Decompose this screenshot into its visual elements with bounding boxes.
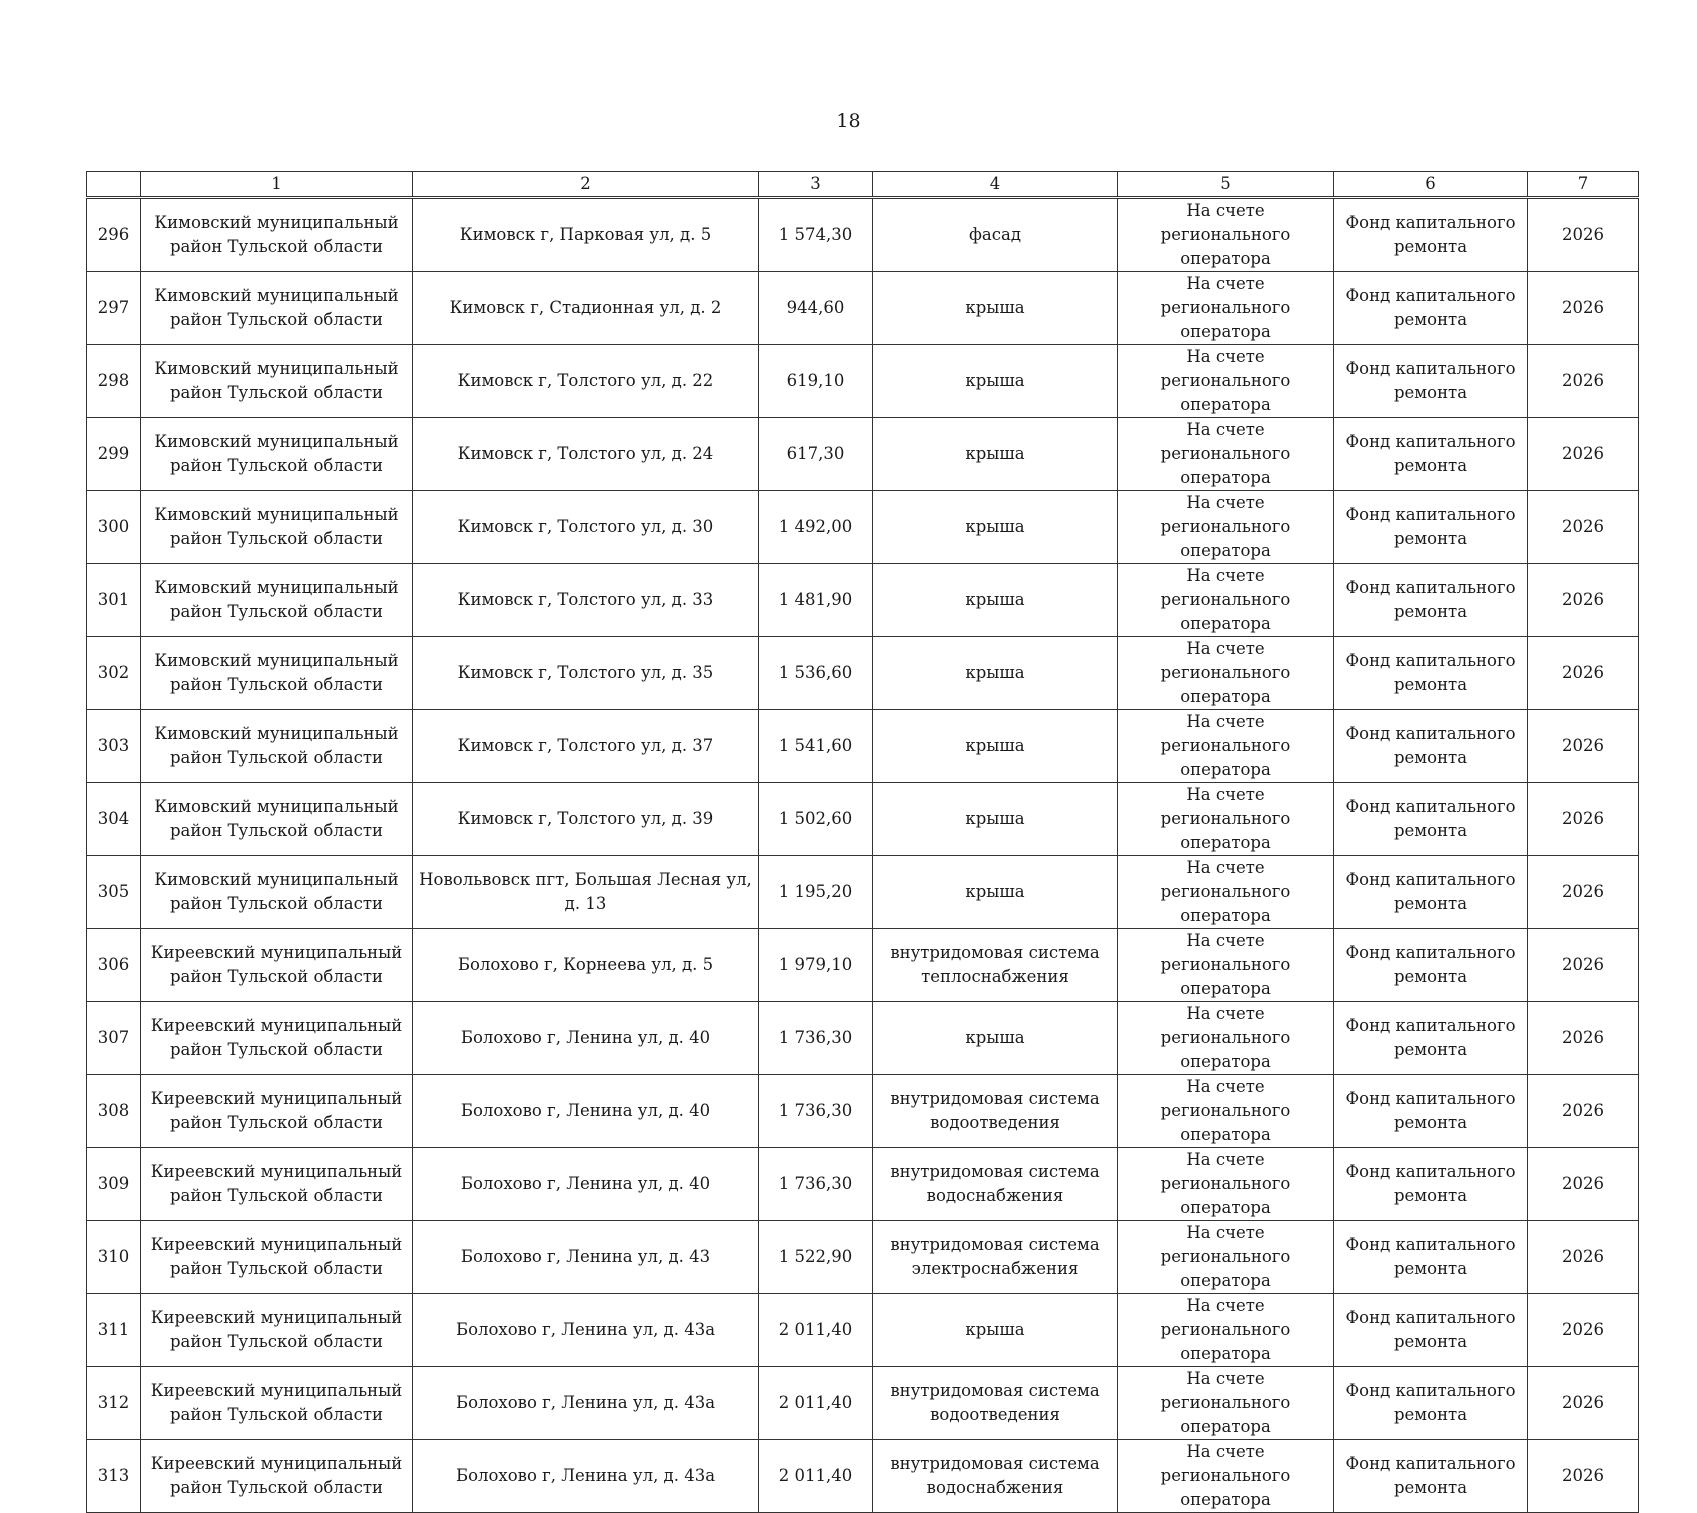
year-cell: 2026: [1528, 1148, 1639, 1221]
row-number-cell: 312: [87, 1367, 141, 1440]
account-cell: На счете регионального оператора: [1118, 1294, 1334, 1367]
table-row: [87, 272, 1639, 345]
account-cell: На счете регионального оператора: [1118, 1221, 1334, 1294]
funding-source-cell: Фонд капитального ремонта: [1334, 345, 1528, 418]
account-cell: На счете регионального оператора: [1118, 491, 1334, 564]
year-cell: 2026: [1528, 272, 1639, 345]
work-type-cell: внутридомовая система водоотведения: [873, 1075, 1118, 1148]
year-cell: 2026: [1528, 345, 1639, 418]
address-cell: Болохово г, Ленина ул, д. 43а: [413, 1294, 759, 1367]
district-cell: Кимовский муниципальный район Тульской области: [141, 637, 413, 710]
year-cell: 2026: [1528, 1075, 1639, 1148]
account-cell: На счете регионального оператора: [1118, 1002, 1334, 1075]
address-cell: Болохово г, Ленина ул, д. 43: [413, 1221, 759, 1294]
area-cell: 944,60: [759, 272, 873, 345]
account-cell: На счете регионального оператора: [1118, 345, 1334, 418]
table-row: [87, 856, 1639, 929]
table-row: [87, 1002, 1639, 1075]
area-cell: 1 195,20: [759, 856, 873, 929]
row-number-cell: 310: [87, 1221, 141, 1294]
account-cell: На счете регионального оператора: [1118, 198, 1334, 272]
table-row: [87, 418, 1639, 491]
year-cell: 2026: [1528, 564, 1639, 637]
table-row: [87, 564, 1639, 637]
area-cell: 1 536,60: [759, 637, 873, 710]
district-cell: Киреевский муниципальный район Тульской области: [141, 1294, 413, 1367]
funding-source-cell: Фонд капитального ремонта: [1334, 1294, 1528, 1367]
address-cell: Кимовск г, Стадионная ул, д. 2: [413, 272, 759, 345]
column-header-1: 1: [141, 172, 413, 198]
funding-source-cell: Фонд капитального ремонта: [1334, 1075, 1528, 1148]
area-cell: 1 541,60: [759, 710, 873, 783]
work-type-cell: крыша: [873, 272, 1118, 345]
work-type-cell: внутридомовая система водоснабжения: [873, 1148, 1118, 1221]
table-row: [87, 1294, 1639, 1367]
column-header-7: 7: [1528, 172, 1639, 198]
district-cell: Киреевский муниципальный район Тульской области: [141, 1221, 413, 1294]
column-header-5: 5: [1118, 172, 1334, 198]
page-number: 18: [836, 110, 861, 132]
district-cell: Кимовский муниципальный район Тульской области: [141, 564, 413, 637]
account-cell: На счете регионального оператора: [1118, 1367, 1334, 1440]
district-cell: Кимовский муниципальный район Тульской области: [141, 345, 413, 418]
address-cell: Кимовск г, Толстого ул, д. 37: [413, 710, 759, 783]
column-header-2: 2: [413, 172, 759, 198]
row-number-cell: 299: [87, 418, 141, 491]
account-cell: На счете регионального оператора: [1118, 272, 1334, 345]
row-number-cell: 309: [87, 1148, 141, 1221]
funding-source-cell: Фонд капитального ремонта: [1334, 272, 1528, 345]
row-number-cell: 306: [87, 929, 141, 1002]
work-type-cell: крыша: [873, 564, 1118, 637]
work-type-cell: крыша: [873, 491, 1118, 564]
work-type-cell: внутридомовая система водоотведения: [873, 1367, 1118, 1440]
area-cell: 1 736,30: [759, 1148, 873, 1221]
year-cell: 2026: [1528, 1367, 1639, 1440]
year-cell: 2026: [1528, 1221, 1639, 1294]
area-cell: 1 979,10: [759, 929, 873, 1002]
row-number-cell: 305: [87, 856, 141, 929]
row-number-cell: 297: [87, 272, 141, 345]
funding-source-cell: Фонд капитального ремонта: [1334, 929, 1528, 1002]
funding-source-cell: Фонд капитального ремонта: [1334, 637, 1528, 710]
year-cell: 2026: [1528, 929, 1639, 1002]
table-row: [87, 1367, 1639, 1440]
year-cell: 2026: [1528, 198, 1639, 272]
table-row: [87, 198, 1639, 272]
work-type-cell: крыша: [873, 637, 1118, 710]
repair-program-table: [86, 171, 1639, 1513]
work-type-cell: крыша: [873, 418, 1118, 491]
column-header-3: 3: [759, 172, 873, 198]
address-cell: Новольвовск пгт, Большая Лесная ул, д. 13: [413, 856, 759, 929]
account-cell: На счете регионального оператора: [1118, 1440, 1334, 1513]
year-cell: 2026: [1528, 1002, 1639, 1075]
funding-source-cell: Фонд капитального ремонта: [1334, 418, 1528, 491]
work-type-cell: внутридомовая система теплоснабжения: [873, 929, 1118, 1002]
year-cell: 2026: [1528, 856, 1639, 929]
district-cell: Киреевский муниципальный район Тульской области: [141, 1367, 413, 1440]
account-cell: На счете регионального оператора: [1118, 856, 1334, 929]
address-cell: Болохово г, Ленина ул, д. 40: [413, 1148, 759, 1221]
area-cell: 1 736,30: [759, 1002, 873, 1075]
year-cell: 2026: [1528, 710, 1639, 783]
work-type-cell: крыша: [873, 1294, 1118, 1367]
row-number-cell: 298: [87, 345, 141, 418]
row-number-cell: 307: [87, 1002, 141, 1075]
address-cell: Кимовск г, Толстого ул, д. 22: [413, 345, 759, 418]
district-cell: Кимовский муниципальный район Тульской области: [141, 856, 413, 929]
account-cell: На счете регионального оператора: [1118, 637, 1334, 710]
area-cell: 1 481,90: [759, 564, 873, 637]
district-cell: Кимовский муниципальный район Тульской области: [141, 491, 413, 564]
area-cell: 1 502,60: [759, 783, 873, 856]
address-cell: Болохово г, Ленина ул, д. 43а: [413, 1367, 759, 1440]
table-body: [87, 198, 1639, 1513]
area-cell: 619,10: [759, 345, 873, 418]
district-cell: Кимовский муниципальный район Тульской области: [141, 418, 413, 491]
funding-source-cell: Фонд капитального ремонта: [1334, 491, 1528, 564]
district-cell: Киреевский муниципальный район Тульской области: [141, 1075, 413, 1148]
table-row: [87, 783, 1639, 856]
address-cell: Кимовск г, Парковая ул, д. 5: [413, 198, 759, 272]
area-cell: 2 011,40: [759, 1440, 873, 1513]
area-cell: 617,30: [759, 418, 873, 491]
year-cell: 2026: [1528, 637, 1639, 710]
year-cell: 2026: [1528, 418, 1639, 491]
column-header-4: 4: [873, 172, 1118, 198]
row-number-cell: 313: [87, 1440, 141, 1513]
funding-source-cell: Фонд капитального ремонта: [1334, 1367, 1528, 1440]
work-type-cell: крыша: [873, 856, 1118, 929]
table-row: [87, 1075, 1639, 1148]
table-row: [87, 1148, 1639, 1221]
address-cell: Болохово г, Ленина ул, д. 43а: [413, 1440, 759, 1513]
table-row: [87, 491, 1639, 564]
funding-source-cell: Фонд капитального ремонта: [1334, 1002, 1528, 1075]
funding-source-cell: Фонд капитального ремонта: [1334, 1148, 1528, 1221]
row-number-cell: 301: [87, 564, 141, 637]
account-cell: На счете регионального оператора: [1118, 929, 1334, 1002]
area-cell: 1 736,30: [759, 1075, 873, 1148]
row-number-cell: 302: [87, 637, 141, 710]
account-cell: На счете регионального оператора: [1118, 1075, 1334, 1148]
funding-source-cell: Фонд капитального ремонта: [1334, 564, 1528, 637]
area-cell: 1 522,90: [759, 1221, 873, 1294]
funding-source-cell: Фонд капитального ремонта: [1334, 1440, 1528, 1513]
row-number-cell: 296: [87, 198, 141, 272]
account-cell: На счете регионального оператора: [1118, 564, 1334, 637]
account-cell: На счете регионального оператора: [1118, 418, 1334, 491]
row-number-cell: 311: [87, 1294, 141, 1367]
district-cell: Кимовский муниципальный район Тульской области: [141, 710, 413, 783]
area-cell: 2 011,40: [759, 1294, 873, 1367]
account-cell: На счете регионального оператора: [1118, 1148, 1334, 1221]
account-cell: На счете регионального оператора: [1118, 710, 1334, 783]
table-row: [87, 1440, 1639, 1513]
work-type-cell: внутридомовая система электроснабжения: [873, 1221, 1118, 1294]
table-row: [87, 345, 1639, 418]
work-type-cell: крыша: [873, 1002, 1118, 1075]
year-cell: 2026: [1528, 491, 1639, 564]
address-cell: Кимовск г, Толстого ул, д. 24: [413, 418, 759, 491]
funding-source-cell: Фонд капитального ремонта: [1334, 198, 1528, 272]
address-cell: Болохово г, Ленина ул, д. 40: [413, 1002, 759, 1075]
row-number-cell: 304: [87, 783, 141, 856]
row-number-cell: 303: [87, 710, 141, 783]
area-cell: 2 011,40: [759, 1367, 873, 1440]
table-header: [87, 172, 1639, 198]
work-type-cell: фасад: [873, 198, 1118, 272]
table-row: [87, 1221, 1639, 1294]
funding-source-cell: Фонд капитального ремонта: [1334, 856, 1528, 929]
funding-source-cell: Фонд капитального ремонта: [1334, 783, 1528, 856]
row-number-cell: 300: [87, 491, 141, 564]
district-cell: Киреевский муниципальный район Тульской области: [141, 1002, 413, 1075]
district-cell: Киреевский муниципальный район Тульской области: [141, 1440, 413, 1513]
year-cell: 2026: [1528, 783, 1639, 856]
address-cell: Кимовск г, Толстого ул, д. 35: [413, 637, 759, 710]
table-row: [87, 637, 1639, 710]
year-cell: 2026: [1528, 1440, 1639, 1513]
address-cell: Кимовск г, Толстого ул, д. 30: [413, 491, 759, 564]
table-row: [87, 710, 1639, 783]
work-type-cell: крыша: [873, 783, 1118, 856]
row-number-cell: 308: [87, 1075, 141, 1148]
district-cell: Кимовский муниципальный район Тульской области: [141, 198, 413, 272]
district-cell: Киреевский муниципальный район Тульской области: [141, 1148, 413, 1221]
column-number-row: [87, 172, 1639, 198]
address-cell: Болохово г, Ленина ул, д. 40: [413, 1075, 759, 1148]
column-header-row-number: [87, 172, 141, 198]
address-cell: Кимовск г, Толстого ул, д. 39: [413, 783, 759, 856]
work-type-cell: внутридомовая система водоснабжения: [873, 1440, 1118, 1513]
year-cell: 2026: [1528, 1294, 1639, 1367]
account-cell: На счете регионального оператора: [1118, 783, 1334, 856]
area-cell: 1 574,30: [759, 198, 873, 272]
district-cell: Кимовский муниципальный район Тульской области: [141, 783, 413, 856]
district-cell: Кимовский муниципальный район Тульской области: [141, 272, 413, 345]
funding-source-cell: Фонд капитального ремонта: [1334, 710, 1528, 783]
column-header-6: 6: [1334, 172, 1528, 198]
work-type-cell: крыша: [873, 345, 1118, 418]
address-cell: Болохово г, Корнеева ул, д. 5: [413, 929, 759, 1002]
address-cell: Кимовск г, Толстого ул, д. 33: [413, 564, 759, 637]
district-cell: Киреевский муниципальный район Тульской области: [141, 929, 413, 1002]
funding-source-cell: Фонд капитального ремонта: [1334, 1221, 1528, 1294]
work-type-cell: крыша: [873, 710, 1118, 783]
area-cell: 1 492,00: [759, 491, 873, 564]
table-row: [87, 929, 1639, 1002]
